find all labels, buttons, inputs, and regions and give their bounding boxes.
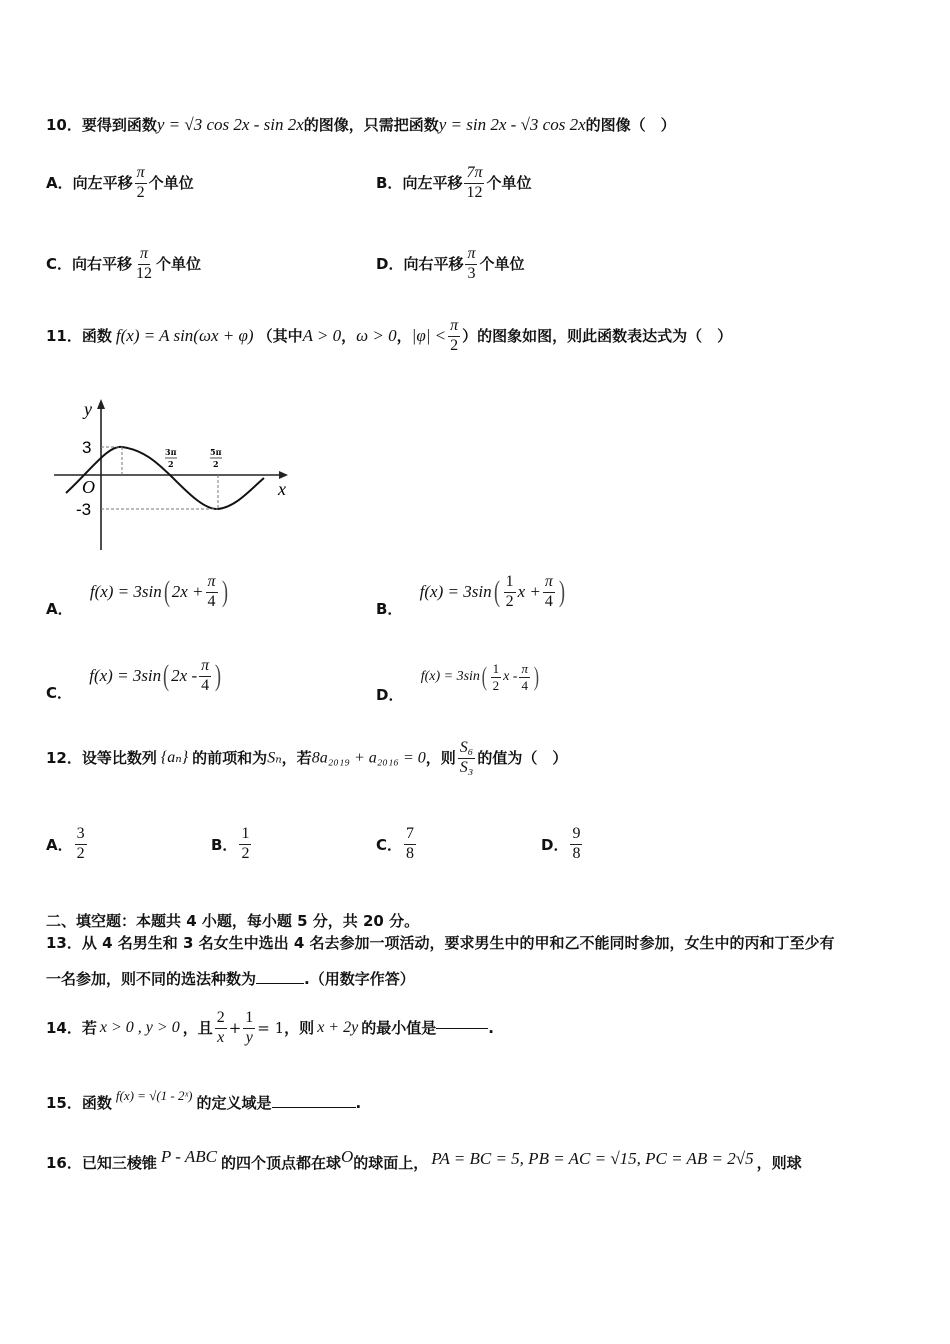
graph-tick1-num: 3π [165,447,177,457]
q11-option-a[interactable]: A． f(x) = 3sin ( 2x + $\frac{\pi}{4}$ ) [46,573,228,618]
q10-option-d[interactable]: D．向右平移 $\frac{\pi}{3}$ 个单位 [376,245,525,282]
q13-answer-blank[interactable] [256,983,304,984]
q10-d-fraction: $\frac{\pi}{3}$ [467,245,476,282]
q10-option-b[interactable]: B．向左平移 $\frac{7\pi}{12}$ 个单位 [376,164,532,201]
section-title: 二、填空题：本题共 4 小题，每小题 5 分，共 20 分。 [46,912,420,930]
q12-option-b[interactable]: B． $\frac{1}{2}$ [211,825,250,862]
graph-x-label: x [278,479,286,499]
q13-line2: 一名参加，则不同的选法种数为 .（用数字作答） [46,970,415,988]
graph-ymin-label: -3 [76,500,92,519]
graph-y-label: y [84,399,92,419]
graph-tick2-den: 2 [213,459,219,469]
graph-tick2-num: 5π [210,447,222,457]
graph-x-arrow [279,471,288,479]
q12-number: 12． [46,748,82,767]
q10-option-a[interactable]: A．向左平移 $\frac{\pi}{2}$ 个单位 [46,164,194,201]
q11-number: 11． [46,326,82,345]
q11-function: f(x) = A sin(ωx + φ) [115,325,254,345]
graph-ymax-label: 3 [82,438,92,457]
q14-number: 14． [46,1018,82,1037]
q15-stem: 15．函数 f(x) = √(1 - 2ˣ) 的定义域是 . [46,1088,362,1112]
q16-number: 16． [46,1154,82,1172]
q10-a-fraction: $\frac{\pi}{2}$ [136,164,145,201]
graph-y-arrow [97,399,105,409]
graph-origin-label: O [82,477,95,497]
q10-source-function: y = sin 2x - √3 cos 2x [438,115,586,134]
q11-option-d[interactable]: D． f(x) = 3sin ( $\frac{1}{2}$ x - $\frac{\pi}{4}$ ) [376,661,539,704]
q12-condition: 8a₂₀₁₉ + a₂₀₁₆ = 0 [311,749,426,767]
q15-number: 15． [46,1094,82,1112]
q11-graph [46,395,296,555]
q10-option-c[interactable]: C．向右平移 $\frac{\pi}{12}$ 个单位 [46,245,202,282]
q14-answer-blank[interactable] [436,1028,488,1029]
q12-option-c[interactable]: C． $\frac{7}{8}$ [376,825,415,862]
q12-option-a[interactable]: A． $\frac{3}{2}$ [46,825,85,862]
graph-tick1-den: 2 [168,459,174,469]
q10-target-function: y = √3 cos 2x - sin 2x [156,115,304,134]
q10-number: 10． [46,116,82,134]
q12-ratio: $\frac{\text{S₆}}{\text{S₃}}$ [459,739,474,776]
q10-b-fraction: $\frac{7\pi}{12}$ [466,164,483,201]
q11-stem: 11．函数 f(x) = A sin(ωx + φ) （其中A > 0，ω > 0，|φ| < $\frac{\pi}{2}$ ）的图象如图，则此函数表达式为（ ） [46,317,733,354]
q11-option-c[interactable]: C． f(x) = 3sin ( 2x - $\frac{\pi}{4}$ ) [46,657,222,702]
q15-answer-blank[interactable] [272,1107,356,1108]
q12-option-d[interactable]: D． $\frac{9}{8}$ [541,825,581,862]
q13-line1: 13．从 4 名男生和 3 名女生中选出 4 名去参加一项活动，要求男生中的甲和乙不能同时参加，女生中的丙和丁至少有 [46,934,835,952]
q10-stem: 10．要得到函数y = √3 cos 2x - sin 2x的图像，只需把函数y = sin 2x - √3 cos 2x的图像（ ） [46,115,676,134]
q16-conditions: PA = BC = 5, PB = AC = √15, PC = AB = 2√5 [431,1149,754,1168]
q12-stem: 12．设等比数列 {aₙ} 的前项和为Sₙ，若8a₂₀₁₉ + a₂₀₁₆ = 0，则 $\frac{\text{S₆}}{\text{S₃}}$ 的值为（ ） [46,739,568,776]
q15-function: f(x) = √(1 - 2ˣ) [115,1088,193,1103]
q11-option-b[interactable]: B． f(x) = 3sin ( $\frac{1}{2}$ x + $\frac{\pi}{4}$ ) [376,573,565,618]
q16-stem: 16．已知三棱锥 P - ABC 的四个顶点都在球O的球面上， PA = BC = 5, PB = AC = √15, PC = AB = 2√5 ，则球 [46,1147,802,1172]
q10-c-fraction: $\frac{\pi}{12}$ [136,245,153,282]
q14-stem: 14．若 x > 0 , y > 0 ，且 $\frac{2}{x}$ + $\frac{1}{y}$ = 1，则 x + 2y 的最小值是 . [46,1009,494,1046]
